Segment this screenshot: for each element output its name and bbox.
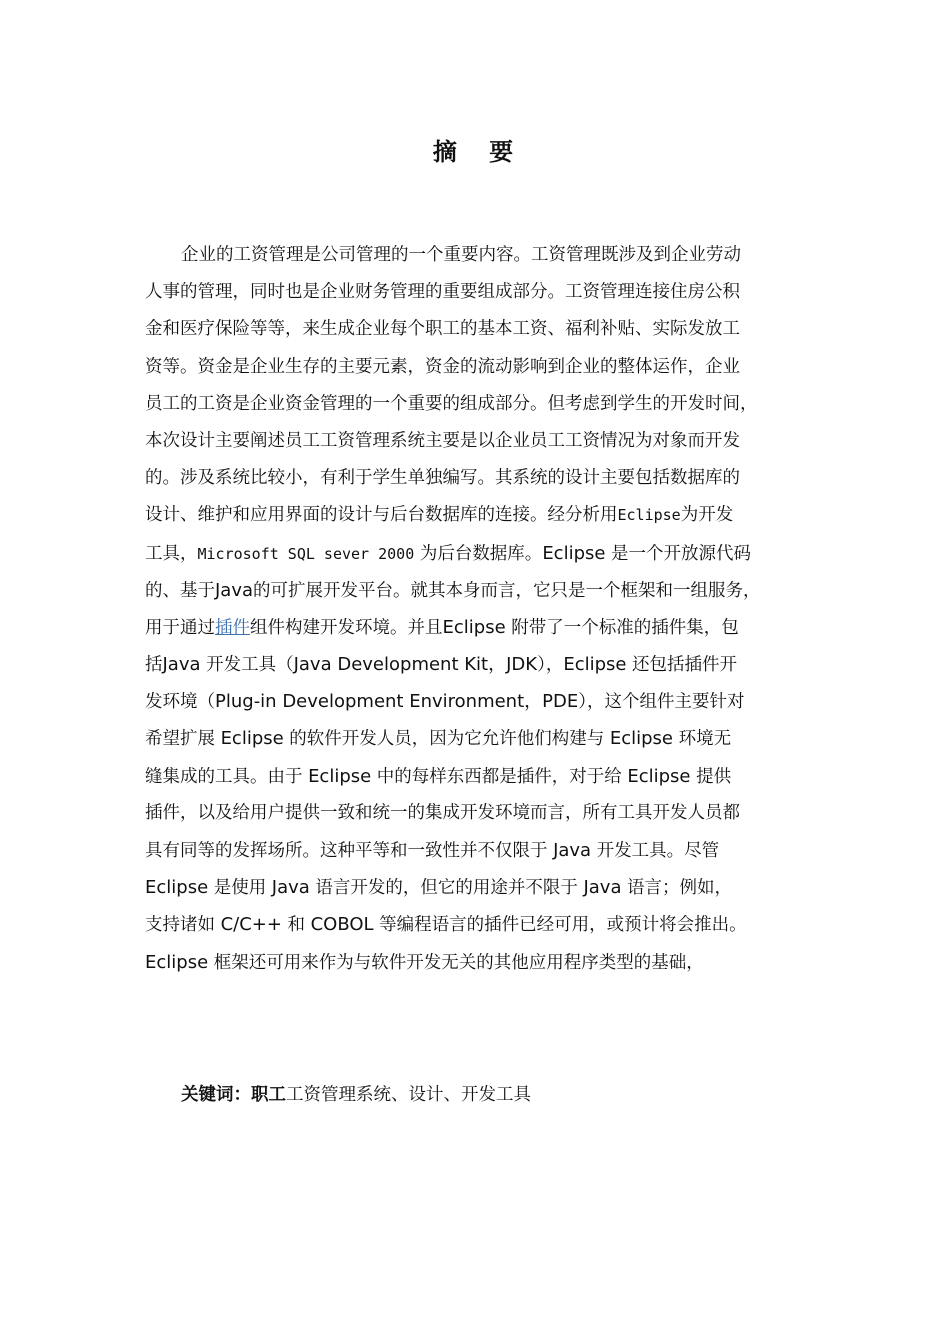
page-title: 摘 要 <box>432 138 526 166</box>
text-segment: 等编程语言的插件已经可用，或预计将会推出。 <box>373 915 747 936</box>
code-term: Eclipse <box>617 506 681 525</box>
text-segment: 的软件开发人员，因为它允许他们构建与 <box>283 729 610 750</box>
latin-term: Java Development Kit，JDK <box>293 654 538 676</box>
abstract-line <box>145 944 825 981</box>
latin-term: Eclipse <box>442 616 506 638</box>
abstract-line <box>145 683 825 720</box>
text-segment: 工具， <box>145 543 198 564</box>
latin-term: Eclipse <box>563 654 627 676</box>
abstract-line: 本次设计主要阐述员工工资管理系统主要是以企业员工工资情况为对象而开发 <box>145 430 740 451</box>
text-segment: 希望扩展 <box>145 729 221 750</box>
text-segment: 的、基于 <box>145 580 215 601</box>
abstract-line: 资等。资金是企业生存的主要元素，资金的流动影响到企业的整体运作，企业 <box>145 356 740 377</box>
latin-term: Java <box>162 654 201 676</box>
text-segment: 用于通过 <box>145 617 215 638</box>
abstract-line <box>145 535 825 572</box>
abstract-line <box>145 720 825 757</box>
keywords-bold-term: 职工 <box>251 1085 286 1105</box>
abstract-line: 的。涉及系统比较小，有利于学生单独编写。其系统的设计主要包括数据库的 <box>145 468 740 489</box>
text-segment: 括 <box>145 655 163 676</box>
text-segment: 缝集成的工具。由于 <box>145 766 309 787</box>
text-segment: 开发工具（ <box>200 655 294 676</box>
text-segment: 为后台数据库。 <box>414 543 543 564</box>
keywords-label: 关键词： <box>181 1085 251 1105</box>
keywords-line <box>181 1081 531 1106</box>
abstract-line <box>145 497 825 534</box>
text-segment: 的可扩展开发平台。就其本身而言，它只是一个框架和一组服务， <box>253 580 761 601</box>
abstract-line: 员工的工资是企业资金管理的一个重要的组成部分。但考虑到学生的开发时间， <box>145 393 758 414</box>
text-segment: 语言开发的，但它的用途并不限于 <box>309 878 584 899</box>
abstract-line <box>145 832 825 869</box>
abstract-line <box>145 646 825 683</box>
text-segment: 还包括插件开 <box>626 655 738 676</box>
abstract-line: 金和医疗保险等等，来生成企业每个职工的基本工资、福利补贴、实际发放工 <box>145 319 740 340</box>
text-segment: ），这个组件主要针对 <box>578 692 745 713</box>
text-segment: 附带了一个标准的插件集，包 <box>505 617 739 638</box>
text-segment: 支持诸如 <box>145 915 221 936</box>
latin-term: Eclipse <box>220 728 284 750</box>
text-segment: 环境无 <box>673 729 732 750</box>
keywords-text: 工资管理系统、设计、开发工具 <box>286 1085 531 1105</box>
abstract-line: 插件，以及给用户提供一致和统一的集成开发环境而言，所有工具开发人员都 <box>145 802 740 823</box>
latin-term: Plug-in Development Environment，PDE <box>215 691 579 713</box>
text-segment: 框架还可用来作为与软件开发无关的其他应用程序类型的基础， <box>208 952 704 973</box>
code-term: Microsoft SQL sever 2000 <box>197 544 415 563</box>
latin-term: Java <box>553 840 592 861</box>
text-segment: ）， <box>537 655 564 676</box>
abstract-line <box>145 572 825 609</box>
latin-term: COBOL <box>310 914 374 936</box>
latin-term: Java <box>215 579 254 601</box>
abstract-line <box>145 609 825 646</box>
abstract-line <box>145 869 825 906</box>
text-segment: 为开发 <box>680 505 734 526</box>
text-segment: 组件构建开发环境。并且 <box>250 617 443 638</box>
plugin-link[interactable]: 插件 <box>215 617 250 638</box>
latin-term: C/C++ <box>220 914 282 936</box>
latin-term: Eclipse <box>145 951 209 973</box>
text-segment: 是一个开放源代码 <box>605 543 752 564</box>
latin-term: Java <box>271 877 310 899</box>
latin-term: Eclipse <box>145 877 209 899</box>
text-segment: 发环境（ <box>145 692 215 713</box>
text-segment: 和 <box>281 915 311 936</box>
abstract-line: 人事的管理，同时也是企业财务管理的重要组成部分。工资管理连接住房公积 <box>145 282 740 303</box>
text-segment: 提供 <box>690 766 732 787</box>
latin-term: Java <box>583 877 622 899</box>
latin-term: Eclipse <box>308 765 372 787</box>
abstract-line <box>145 906 825 943</box>
text-segment: 开发工具。尽管 <box>591 841 720 861</box>
latin-term: Eclipse <box>542 542 606 564</box>
text-segment: 中的每样东西都是插件，对于给 <box>371 766 628 787</box>
latin-term: Eclipse <box>609 728 673 750</box>
text-segment: 语言；例如， <box>621 878 733 899</box>
text-segment: 具有同等的发挥场所。这种平等和一致性并不仅限于 <box>145 841 554 861</box>
latin-term: Eclipse <box>627 765 691 787</box>
text-segment: 是使用 <box>208 878 272 899</box>
abstract-line <box>145 758 825 795</box>
text-segment: 设计、维护和应用界面的设计与后台数据库的连接。经分析用 <box>145 505 618 526</box>
abstract-line: 企业的工资管理是公司管理的一个重要内容。工资管理既涉及到企业劳动 <box>181 245 741 265</box>
abstract-body <box>145 237 825 981</box>
